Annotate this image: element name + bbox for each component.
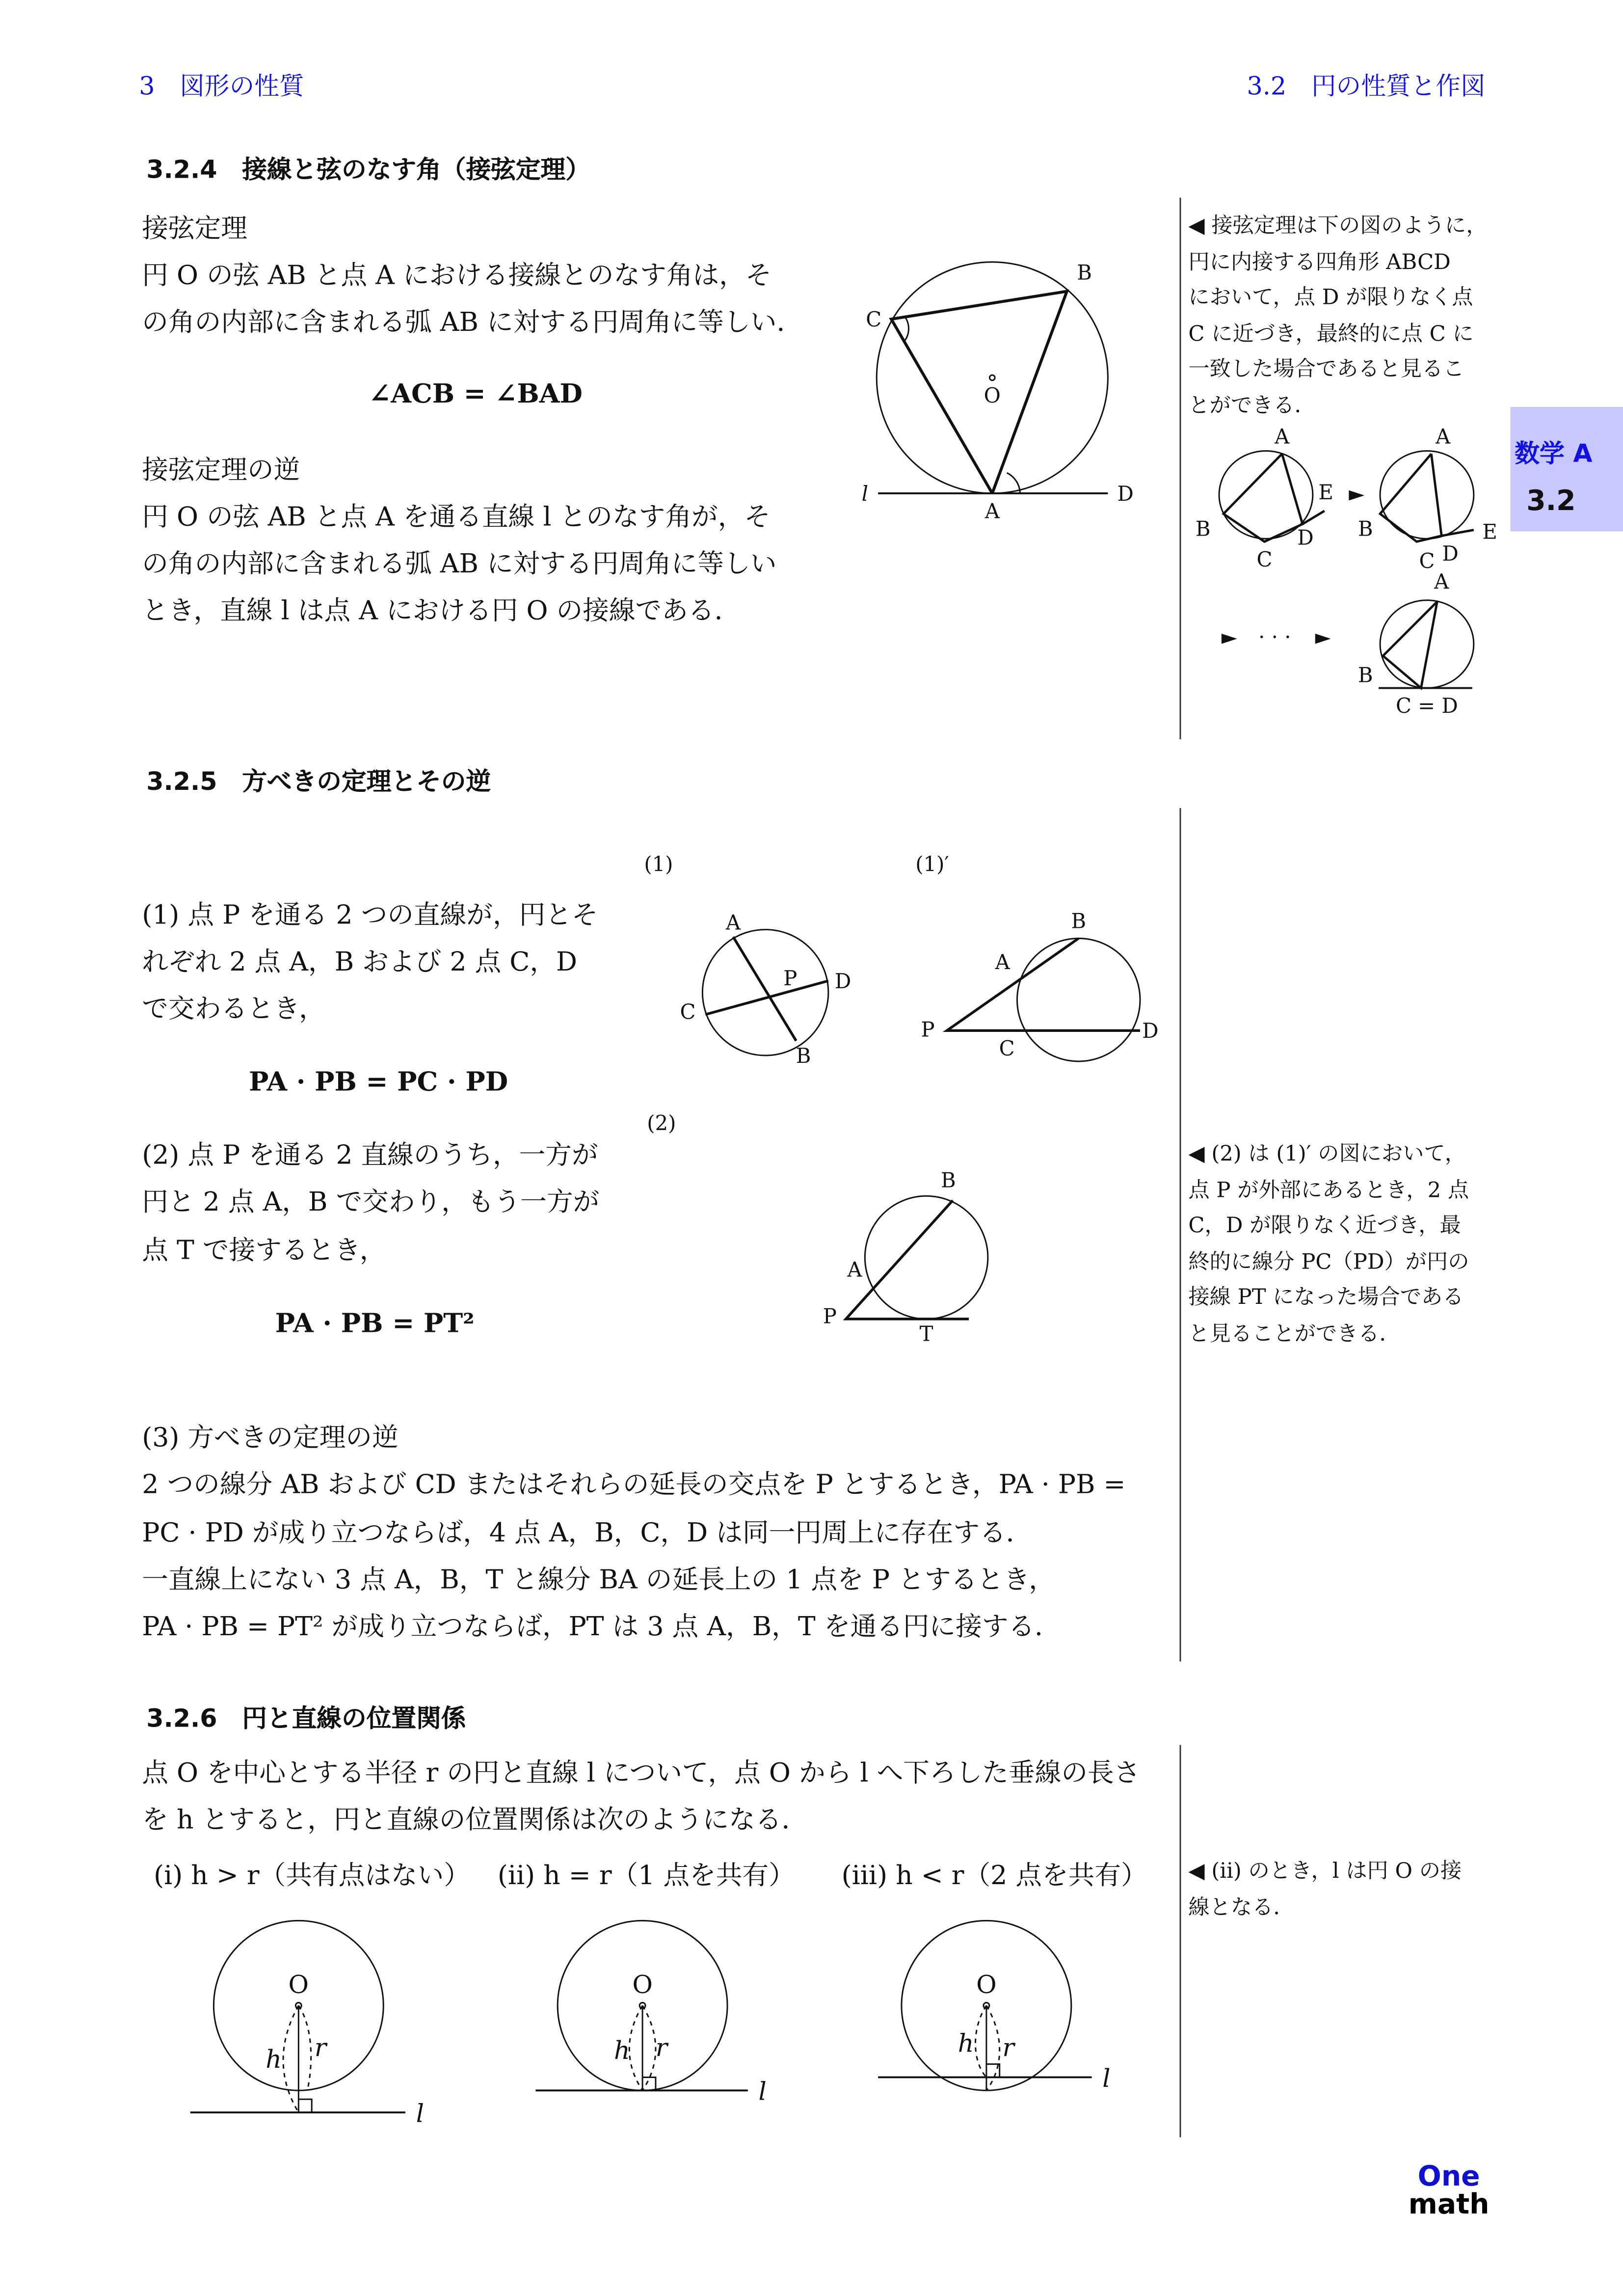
section-heading: 3.2.5 方べきの定理とその逆 [146,768,491,797]
tab-number: 3.2 [1526,485,1576,518]
label-D: D [1142,1020,1159,1044]
text-line: 接弦定理 [142,214,247,244]
margin-note: 一致した場合であると見るこ [1188,358,1464,382]
text-line: 2 つの線分 AB および CD またはそれらの延長の交点を P とするとき，PA · PB = [142,1469,1126,1501]
text-line: 点 T で接するとき， [142,1235,386,1267]
margin-note: C，D が限りなく近づき，最 [1188,1215,1461,1239]
formula: PA · PB = PT² [275,1308,475,1340]
label-l: l [1102,2065,1111,2094]
margin-note: C に近づき，最終的に点 C に [1188,323,1474,347]
figure-label: (1) [644,853,673,877]
section-header: 3.2 円の性質と作図 [1247,72,1486,102]
label-O: O [632,1971,653,2000]
text-line: 点 O を中心とする半径 r の円と直線 l について，点 O から l へ下ろした垂線の長さ [142,1758,1141,1789]
label-C: C [999,1038,1015,1061]
label-h: h [266,2046,282,2075]
label-D: D [1117,483,1134,507]
label-C: C [680,1001,696,1025]
mini-label: D [1297,527,1314,551]
mini-label: A [1434,570,1449,594]
margin-note: 終的に線分 PC（PD）が円の [1188,1251,1469,1275]
power-figure-1 [702,930,828,1055]
case-label: (iii) h < r（2 点を共有） [841,1861,1147,1891]
tab-subject: 数学 A [1515,440,1593,469]
mini-label: B [1357,664,1373,688]
arrow-right-icon: ► [1349,483,1365,507]
mini-label: A [1275,426,1290,450]
label-B: B [1071,910,1087,934]
text-line: PA · PB = PT² が成り立つならば，PT は 3 点 A，B，T を通る円に接する． [142,1612,1061,1643]
section-heading: 3.2.4 接線と弦のなす角（接弦定理） [146,156,590,186]
label-O: O [976,1971,997,2000]
mini-label: B [1357,518,1373,542]
label-A: A [995,951,1010,975]
figure-label: (2) [647,1112,676,1136]
label-A: A [847,1259,862,1283]
label-O: O [984,385,1001,408]
case-label: (i) h > r（共有点はない） [154,1861,470,1891]
margin-note: 線となる． [1188,1896,1295,1920]
label-l: l [416,2100,424,2130]
label-h: h [958,2029,974,2059]
mini-label: B [1195,518,1211,542]
label-r: r [314,2034,327,2064]
text-line: 一直線上にない 3 点 A，B，T と線分 BA の延長上の 1 点を P とするとき， [142,1565,1055,1596]
chapter-header: 3 図形の性質 [139,72,304,102]
mini-label: C [1419,550,1435,574]
text-line: の角の内部に含まれる弧 AB に対する円周角に等しい [142,549,777,580]
section-heading: 3.2.6 円と直線の位置関係 [146,1704,466,1734]
text-line: 接弦定理の逆 [142,455,300,486]
tangent-chord-figure [877,262,1108,493]
mini-figure-1 [1219,451,1325,541]
circle-line-case-3 [878,1920,1091,2090]
text-line: の角の内部に含まれる弧 AB に対する円周角に等しい． [142,307,803,338]
label-C: C [866,309,882,332]
mini-label: D [1442,543,1459,567]
arrow-right-icon: ► [1221,626,1237,650]
formula: PA · PB = PC · PD [248,1067,508,1098]
circle-line-case-1 [190,1920,405,2112]
margin-note: とができる． [1188,395,1316,419]
formula: ∠ACB = ∠BAD [369,379,583,410]
label-O: O [288,1971,309,2000]
margin-note: ◀ 接弦定理は下の図のように， [1188,215,1488,239]
margin-note: 点 P が外部にあるとき，2 点 [1188,1179,1469,1203]
label-P: P [921,1019,935,1043]
text-line: 円 O の弦 AB と点 A を通る直線 l とのなす角が，そ [142,502,771,533]
mini-label: C [1256,549,1273,572]
text-line: 円 O の弦 AB と点 A における接線とのなす角は，そ [142,260,772,292]
text-line: PC · PD が成り立つならば，4 点 A，B，C，D は同一円周上に存在する． [142,1518,1033,1549]
margin-note: 円に内接する四角形 ABCD [1188,251,1451,275]
margin-note: において，点 D が限りなく点 [1188,286,1473,310]
text-line: 円と 2 点 A，B で交わり，もう一方が [142,1187,600,1218]
mini-label: E [1482,521,1497,545]
label-A: A [984,500,1000,524]
label-B: B [1077,262,1092,286]
mini-figure-2 [1380,451,1474,541]
margin-note: と見ることができる． [1188,1323,1401,1347]
label-l: l [861,483,869,507]
text-line: で交わるとき， [142,994,325,1025]
label-l: l [758,2078,767,2107]
label-D: D [834,971,851,994]
arrow-right-icon: ► [1315,626,1331,650]
figure-label: (1)′ [915,853,949,877]
mini-label: E [1318,482,1333,505]
text-line: とき，直線 l は点 A における円 O の接線である． [142,595,741,627]
label-P: P [783,968,798,991]
ellipsis: · · · [1258,626,1291,650]
label-A: A [725,912,741,936]
label-B: B [796,1045,811,1069]
case-label: (ii) h = r（1 点を共有） [497,1861,795,1891]
circle-line-case-2 [535,1920,747,2090]
label-r: r [655,2034,668,2064]
label-r: r [1002,2034,1014,2064]
power-figure-2 [846,1196,988,1319]
text-line: (3) 方べきの定理の逆 [142,1423,399,1454]
margin-note: ◀ (2) は (1)′ の図において， [1188,1143,1466,1166]
label-h: h [614,2037,630,2067]
label-T: T [919,1323,933,1347]
margin-note: 接線 PT になった場合である [1188,1286,1464,1310]
mini-label: C = D [1395,695,1458,719]
mini-label: A [1436,426,1451,450]
power-figure-1-prime [947,938,1140,1061]
text-line: を h とすると，円と直線の位置関係は次のようになる． [142,1805,808,1836]
label-P: P [823,1305,837,1329]
text-line: (1) 点 P を通る 2 つの直線が，円とそ [142,900,598,931]
text-line: れぞれ 2 点 A，B および 2 点 C，D [142,947,578,978]
onemath-logo: One math [1408,2161,1490,2221]
label-B: B [940,1169,956,1193]
text-line: (2) 点 P を通る 2 直線のうち，一方が [142,1140,598,1171]
margin-note: ◀ (ii) のとき，l は円 O の接 [1188,1860,1462,1884]
mini-figure-3 [1379,600,1474,688]
